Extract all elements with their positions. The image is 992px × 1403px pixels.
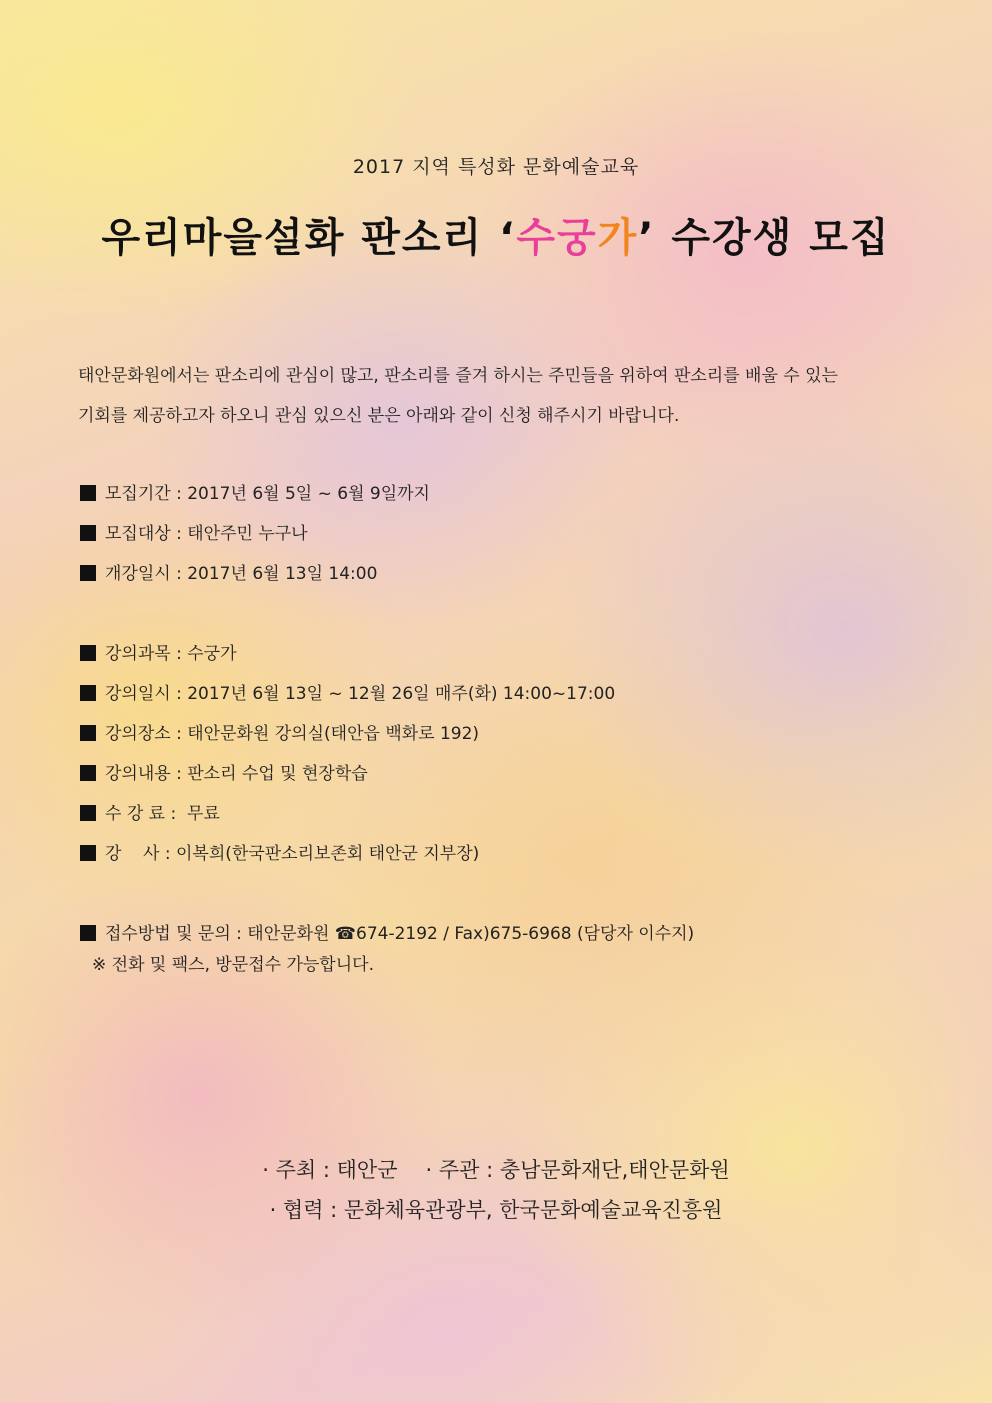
detail-value: : 2017년 6월 13일 ~ 12월 26일 매주(화) 14:00~17:00	[170, 684, 616, 704]
intro-text	[78, 356, 918, 436]
title-highlight-orange: 가	[597, 215, 639, 261]
detail-instructor	[80, 834, 940, 874]
square-bullet-icon	[80, 685, 96, 701]
detail-value: : 2017년 6월 13일 14:00	[170, 564, 378, 584]
detail-recruit-period	[80, 474, 940, 514]
intro-line-1: 태안문화원에서는 판소리에 관심이 많고, 판소리를 즐겨 하시는 주민들을 위하여 판소리를 배울 수 있는	[78, 366, 838, 386]
square-bullet-icon	[80, 725, 96, 741]
spacer	[80, 594, 940, 634]
detail-course-content	[80, 754, 940, 794]
detail-label: 강의내용	[105, 764, 171, 784]
detail-label: 개강일시	[105, 564, 171, 584]
spacer	[80, 874, 940, 914]
page-title	[0, 206, 992, 263]
footer-cooperation: · 협력 : 문화체육관광부, 한국문화예술교육진흥원	[269, 1198, 723, 1222]
footer	[0, 1150, 992, 1230]
detail-label: 강의일시	[105, 684, 171, 704]
detail-application-contact	[80, 914, 940, 954]
square-bullet-icon	[80, 925, 96, 941]
detail-course-subject	[80, 634, 940, 674]
detail-tuition	[80, 794, 940, 834]
footer-line-1	[0, 1150, 992, 1190]
detail-value: : 태안문화원	[230, 924, 335, 944]
detail-label: 강 사	[105, 844, 160, 864]
square-bullet-icon	[80, 805, 96, 821]
detail-label: 모집기간	[105, 484, 171, 504]
contact-phone: 674-2192 / Fax)675-6968 (담당자 이수지)	[356, 924, 695, 944]
detail-opening-date	[80, 554, 940, 594]
title-suffix: ’ 수강생 모집	[638, 215, 891, 261]
square-bullet-icon	[80, 485, 96, 501]
detail-label: 접수방법 및 문의	[105, 924, 231, 944]
subtitle: 2017 지역 특성화 문화예술교육	[352, 156, 640, 178]
detail-label: 강의장소	[105, 724, 171, 744]
details-list	[80, 474, 940, 954]
detail-course-location	[80, 714, 940, 754]
telephone-icon: ☎	[334, 924, 357, 944]
detail-label: 수 강 료	[105, 804, 166, 824]
title-prefix: 우리마을설화 판소리 ‘	[101, 215, 517, 261]
footer-line-2	[0, 1190, 992, 1230]
intro-line-2: 기회를 제공하고자 하오니 관심 있으신 분은 아래와 같이 신청 해주시기 바랍니다.	[78, 406, 680, 426]
square-bullet-icon	[80, 765, 96, 781]
detail-label: 모집대상	[105, 524, 171, 544]
detail-value: : 2017년 6월 5일 ~ 6월 9일까지	[170, 484, 430, 504]
application-note: ※ 전화 및 팩스, 방문접수 가능합니다.	[92, 955, 374, 975]
detail-value: : 태안주민 누구나	[170, 524, 308, 544]
title-highlight-pink: 수궁	[516, 215, 598, 261]
detail-value: : 태안문화원 강의실(태안읍 백화로 192)	[170, 724, 480, 744]
detail-label: 강의과목	[105, 644, 171, 664]
square-bullet-icon	[80, 565, 96, 581]
square-bullet-icon	[80, 525, 96, 541]
detail-value: : 수궁가	[170, 644, 237, 664]
detail-course-schedule	[80, 674, 940, 714]
detail-value: : 이복희(한국판소리보존회 태안군 지부장)	[159, 844, 480, 864]
square-bullet-icon	[80, 845, 96, 861]
footer-host: · 주최 : 태안군	[262, 1158, 398, 1182]
square-bullet-icon	[80, 645, 96, 661]
detail-value: : 판소리 수업 및 현장학습	[170, 764, 368, 784]
footer-organizer: · 주관 : 충남문화재단,태안문화원	[425, 1158, 730, 1182]
detail-recruit-target	[80, 514, 940, 554]
detail-value: : 무료	[165, 804, 220, 824]
